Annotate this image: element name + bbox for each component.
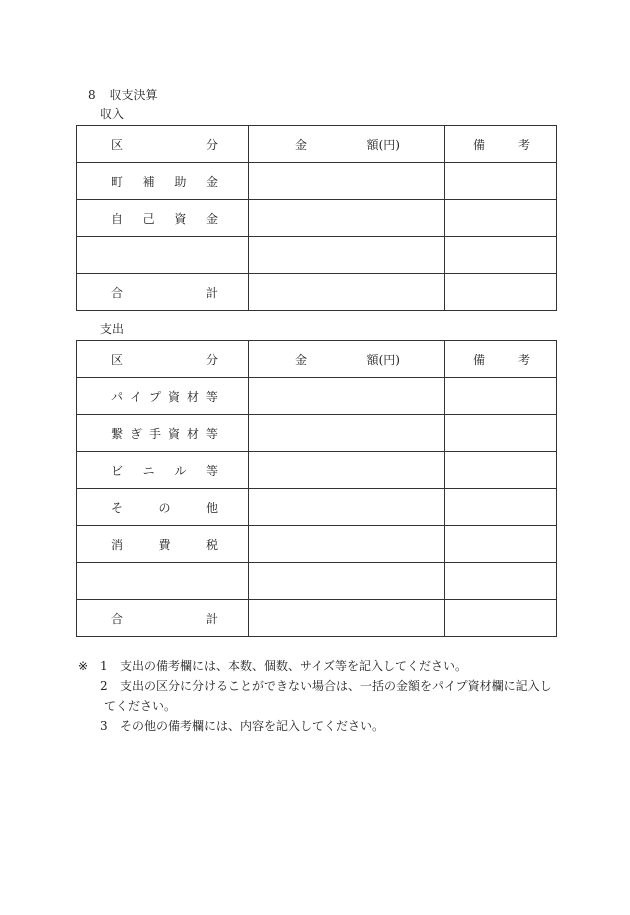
category-char: 町	[111, 174, 124, 189]
remarks-cell[interactable]	[445, 237, 557, 274]
remarks-cell[interactable]	[445, 600, 557, 637]
note-number: 2	[100, 679, 108, 693]
remarks-cell[interactable]	[445, 163, 557, 200]
remarks-cell[interactable]	[445, 200, 557, 237]
amount-cell[interactable]	[249, 563, 445, 600]
category-char: 費	[158, 537, 171, 552]
remarks-cell[interactable]	[445, 415, 557, 452]
note-mark	[78, 716, 100, 736]
category-char: 金	[205, 211, 218, 226]
table-row	[77, 274, 557, 311]
category-char: 資	[167, 426, 180, 441]
category-char: 他	[205, 500, 218, 515]
category-char: そ	[111, 500, 124, 515]
category-char: 等	[205, 426, 218, 441]
header-remarks	[445, 126, 557, 163]
remarks-cell[interactable]	[445, 563, 557, 600]
category-char: 計	[205, 285, 218, 300]
table-header-row	[77, 126, 557, 163]
table-row	[77, 415, 557, 452]
category-cell	[77, 200, 249, 237]
category-char: 金	[205, 174, 218, 189]
amount-cell[interactable]	[249, 452, 445, 489]
category-char: 資	[174, 211, 187, 226]
note-mark: ※	[78, 659, 89, 673]
category-cell	[77, 489, 249, 526]
category-char: プ	[148, 389, 161, 404]
category-cell	[77, 600, 249, 637]
category-char: 材	[186, 426, 199, 441]
section-heading	[88, 86, 157, 103]
category-char: ル	[174, 463, 187, 478]
category-cell	[77, 237, 249, 274]
header-amount	[249, 341, 445, 378]
amount-cell[interactable]	[249, 415, 445, 452]
note-text: その他の備考欄には、内容を記入してください。	[120, 719, 385, 733]
note-text: てください。	[104, 699, 177, 713]
income-table	[76, 125, 557, 311]
table-row	[77, 237, 557, 274]
table-row	[77, 378, 557, 415]
amount-cell[interactable]	[249, 237, 445, 274]
expense-label: 支出	[100, 322, 125, 336]
category-char: 合	[111, 611, 124, 626]
header-remarks	[445, 341, 557, 378]
header-category-char: 分	[205, 137, 218, 152]
category-char: パ	[111, 389, 124, 404]
table-row	[77, 163, 557, 200]
category-char: ビ	[111, 463, 124, 478]
remarks-cell[interactable]	[445, 489, 557, 526]
category-char: 手	[148, 426, 161, 441]
note-item	[78, 656, 552, 676]
category-char: 合	[111, 285, 124, 300]
category-char: ぎ	[129, 426, 142, 441]
category-char: 計	[205, 611, 218, 626]
amount-cell[interactable]	[249, 378, 445, 415]
income-label: 収入	[100, 107, 125, 121]
note-number: 3	[100, 719, 108, 733]
note-number: 1	[100, 659, 108, 673]
notes	[78, 656, 552, 736]
header-category-char: 区	[111, 137, 124, 152]
remarks-cell[interactable]	[445, 526, 557, 563]
category-char: の	[158, 500, 171, 515]
note-indent	[78, 696, 104, 716]
category-cell	[77, 526, 249, 563]
header-amount-char: 金	[295, 352, 308, 367]
category-char: 等	[205, 389, 218, 404]
expense-table	[76, 340, 557, 637]
category-cell	[77, 452, 249, 489]
section-title: 収支決算	[109, 88, 158, 102]
category-cell	[77, 163, 249, 200]
header-category-char: 分	[205, 352, 218, 367]
header-remarks-char: 備	[473, 137, 486, 152]
remarks-cell[interactable]	[445, 452, 557, 489]
category-cell	[77, 563, 249, 600]
header-category	[77, 126, 249, 163]
category-char: イ	[129, 389, 142, 404]
category-cell	[77, 274, 249, 311]
amount-cell[interactable]	[249, 526, 445, 563]
note-mark	[78, 676, 100, 696]
amount-cell[interactable]	[249, 600, 445, 637]
table-row	[77, 452, 557, 489]
header-remarks-char: 考	[517, 137, 530, 152]
category-cell	[77, 415, 249, 452]
category-char: 補	[142, 174, 155, 189]
note-item	[78, 716, 552, 736]
table-row	[77, 600, 557, 637]
category-char: 繋	[111, 426, 124, 441]
category-char: 自	[111, 211, 124, 226]
header-amount	[249, 126, 445, 163]
header-category	[77, 341, 249, 378]
category-char: 材	[186, 389, 199, 404]
amount-cell[interactable]	[249, 200, 445, 237]
note-text: 支出の備考欄には、本数、個数、サイズ等を記入してください。	[120, 659, 468, 673]
table-row	[77, 200, 557, 237]
header-category-char: 区	[111, 352, 124, 367]
remarks-cell[interactable]	[445, 378, 557, 415]
header-remarks-char: 考	[517, 352, 530, 367]
category-char: 己	[142, 211, 155, 226]
header-remarks-char: 備	[473, 352, 486, 367]
table-row	[77, 489, 557, 526]
note-continuation	[78, 696, 552, 716]
category-char: 消	[111, 537, 124, 552]
table-row	[77, 563, 557, 600]
table-row	[77, 526, 557, 563]
amount-cell[interactable]	[249, 274, 445, 311]
category-char: 助	[174, 174, 187, 189]
note-item	[78, 676, 552, 696]
header-amount-char: 額(円)	[366, 137, 400, 152]
amount-cell[interactable]	[249, 489, 445, 526]
category-char: 税	[205, 537, 218, 552]
table-header-row	[77, 341, 557, 378]
header-amount-char: 額(円)	[366, 352, 400, 367]
note-text: 支出の区分に分けることができない場合は、一括の金額をパイプ資材欄に記入し	[120, 679, 552, 693]
category-char: ニ	[142, 463, 155, 478]
category-char: 資	[167, 389, 180, 404]
category-cell	[77, 378, 249, 415]
remarks-cell[interactable]	[445, 274, 557, 311]
category-char: 等	[205, 463, 218, 478]
section-number: 8	[88, 88, 96, 102]
amount-cell[interactable]	[249, 163, 445, 200]
header-amount-char: 金	[295, 137, 308, 152]
